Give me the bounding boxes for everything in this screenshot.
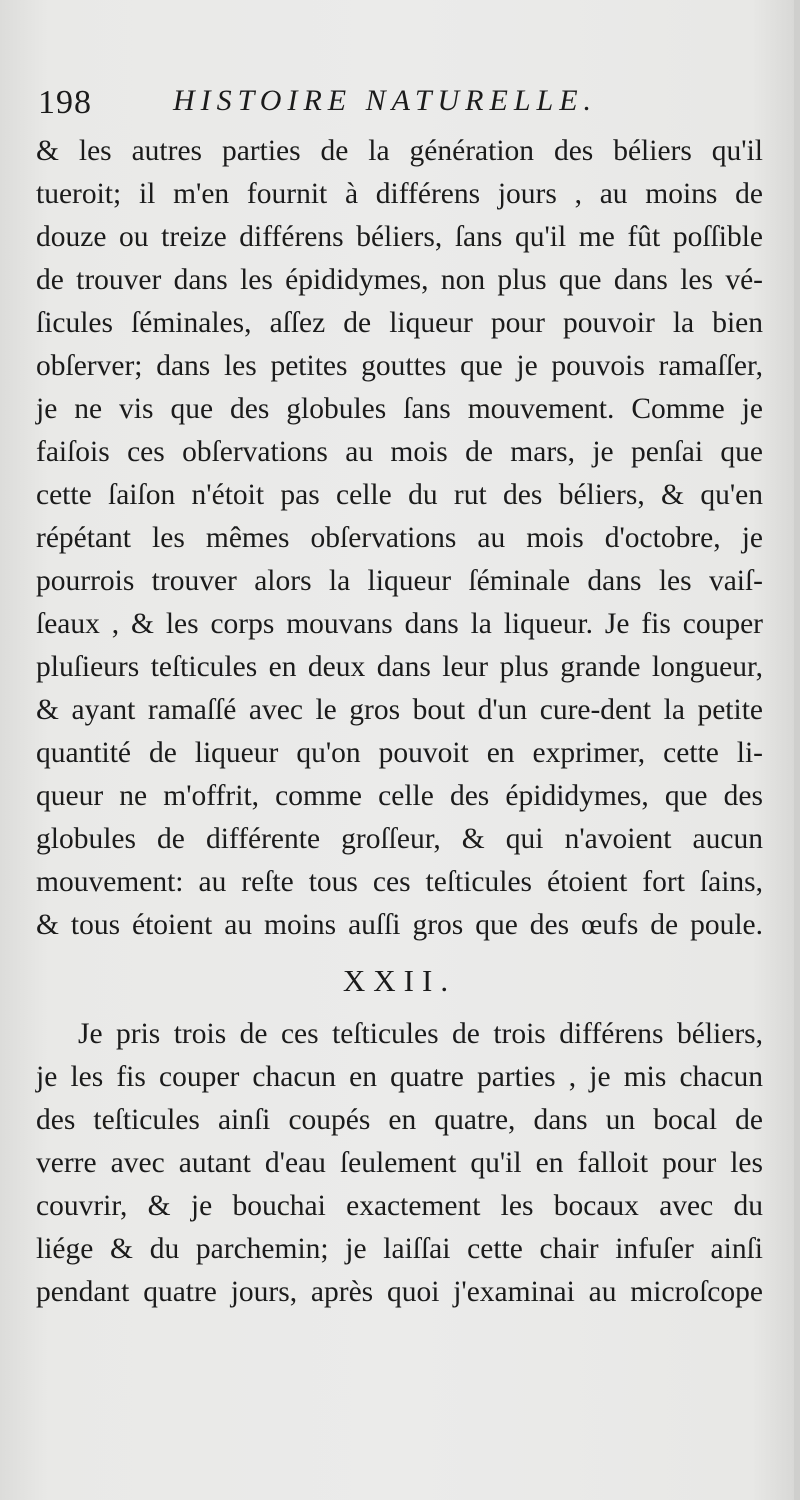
running-title: HISTOIRE NATURELLE. (173, 84, 598, 117)
page-header (38, 80, 758, 130)
text-line: obſerver; dans les petites gouttes que je pouvois ramaſſer, (36, 350, 763, 382)
page-edge (794, 0, 800, 1500)
text-line: je les fis couper chacun en quatre parties , je mis chacun (36, 1061, 763, 1093)
text-line: Je pris trois de ces teſticules de trois différens béliers, (78, 1018, 763, 1050)
text-line: mouvement: au reſte tous ces teſticules étoient fort ſains, (36, 866, 763, 898)
text-block (36, 130, 763, 1314)
text-line: douze ou treize différens béliers, ſans qu'il me fût poſſible (36, 221, 763, 253)
text-line: liége & du parchemin; je laiſſai cette chair infuſer ainſi (36, 1233, 763, 1265)
text-line: répétant les mêmes obſervations au mois d'octobre, je (36, 522, 763, 554)
paragraph-1 (36, 130, 763, 947)
text-line: ſeaux , & les corps mouvans dans la liqueur. Je fis couper (36, 608, 763, 640)
text-line: & ayant ramaſſé avec le gros bout d'un cure-dent la petite (36, 694, 763, 726)
text-line: globules de différente groſſeur, & qui n'avoient aucun (36, 823, 763, 855)
page-number: 198 (38, 84, 92, 121)
text-line: & tous étoient au moins auſſi gros que des œufs de poule. (36, 909, 763, 941)
text-line: de trouver dans les épididymes, non plus que dans les vé- (36, 264, 763, 296)
text-line: queur ne m'offrit, comme celle des épididymes, que des (36, 780, 763, 812)
text-line: pluſieurs teſticules en deux dans leur plus grande longueur, (36, 651, 763, 683)
text-line: quantité de liqueur qu'on pouvoit en exprimer, cette li- (36, 737, 763, 769)
text-line: pourrois trouver alors la liqueur ſéminale dans les vaiſ- (36, 565, 763, 597)
text-line: je ne vis que des globules ſans mouvement. Comme je (36, 393, 763, 425)
text-line: tueroit; il m'en fournit à différens jours , au moins de (36, 178, 763, 210)
text-line: & les autres parties de la génération des béliers qu'il (36, 135, 763, 167)
section-heading: XXII. (342, 963, 457, 998)
text-line: couvrir, & je bouchai exactement les bocaux avec du (36, 1190, 763, 1222)
text-line: des teſticules ainſi coupés en quatre, dans un bocal de (36, 1104, 763, 1136)
text-line: faiſois ces obſervations au mois de mars, je penſai que (36, 436, 763, 468)
text-line: verre avec autant d'eau ſeulement qu'il en falloit pour les (36, 1147, 763, 1179)
paragraph-2 (36, 1013, 763, 1314)
text-line: pendant quatre jours, après quoi j'examinai au microſcope (36, 1276, 763, 1308)
text-line: ſicules ſéminales, aſſez de liqueur pour pouvoir la bien (36, 307, 763, 339)
text-line: cette ſaiſon n'étoit pas celle du rut des béliers, & qu'en (36, 479, 763, 511)
